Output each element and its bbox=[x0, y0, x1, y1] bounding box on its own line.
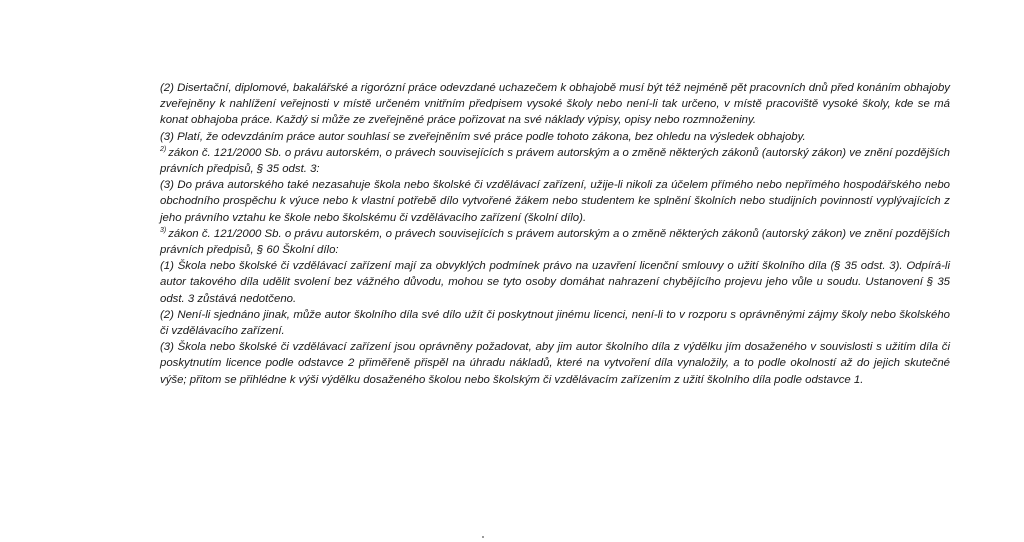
footnote-marker: 2) bbox=[160, 146, 167, 154]
paragraph-skolni-dilo-definice bbox=[160, 177, 950, 226]
paragraph-text: (3) Škola nebo školské či vzdělávací zařízení jsou oprávněny požadovat, aby jim autor školního díla z výdělku jím dosaženého v souvislosti s užitím díla či poskytnutím licence podle odstavce 2 přiměřeně přispěl na úhradu nákladů, které na vytvoření díla vynaložily, a to podle okolností až do jejich skutečné výše; přitom se přihlédne k výši výdělku dosaženého školou nebo školským či vzdělávacím zařízením z užití školního díla podle odstavce 1. bbox=[160, 341, 950, 386]
paragraph-text: (3) Platí, že odevzdáním práce autor souhlasí se zveřejněním své práce podle tohoto zákona, bez ohledu na výsledek obhajoby. bbox=[160, 130, 806, 143]
paragraph-text: (2) Disertační, diplomové, bakalářské a rigorózní práce odevzdané uchazečem k obhajobě musí být též nejméně pět pracovních dnů před konáním obhajoby zveřejněny k nahlížení veřejnosti v místě určeném vnitřním předpisem vysoké školy nebo není-li tak určeno, v místě pracoviště vysoké školy, kde se má konat obhajoba práce. Každý si může ze zveřejněné práce pořizovat na své náklady výpisy, opisy nebo rozmnoženiny. bbox=[160, 82, 950, 127]
paragraph-souhlas-se-zverejnenim bbox=[160, 129, 950, 145]
paragraph-text: zákon č. 121/2000 Sb. o právu autorském, o právech souvisejících s právem autorským a o změně některých zákonů (autorský zákon) ve znění pozdějších právních předpisů, § 35 odst. 3: bbox=[160, 146, 950, 176]
paragraph-text: zákon č. 121/2000 Sb. o právu autorském, o právech souvisejících s právem autorským a o změně některých zákonů (autorský zákon) ve znění pozdějších právních předpisů, § 60 Školní dílo: bbox=[160, 227, 950, 257]
paragraph-licencni-smlouva bbox=[160, 258, 950, 307]
footnote-2 bbox=[160, 145, 950, 177]
paragraph-text: (1) Škola nebo školské či vzdělávací zařízení mají za obvyklých podmínek právo na uzavření licenční smlouvy o užití školního díla (§ 35 odst. 3). Odpírá-li autor takového díla udělit svolení bez vážného důvodu, mohou se tyto osoby domáhat nahrazení chybějícího projevu jeho vůle u soudu. Ustanovení § 35 odst. 3 zůstává nedotčeno. bbox=[160, 260, 950, 305]
paragraph-disertacni-prace bbox=[160, 80, 950, 129]
paragraph-text: (3) Do práva autorského také nezasahuje škola nebo školské či vzdělávací zařízení, užije-li nikoli za účelem přímého nebo nepřímého hospodářského nebo obchodního prospěchu k výuce nebo k vlastní potřebě dílo vytvořené žákem nebo studentem ke splnění školních nebo studijních povinností vyplývajících z jeho právního vztahu ke škole nebo školskému či vzdělávacího zařízení (školní dílo). bbox=[160, 179, 950, 224]
paragraph-text: (2) Není-li sjednáno jinak, může autor školního díla své dílo užít či poskytnout jinému licenci, není-li to v rozporu s oprávněnými zájmy školy nebo školského či vzdělávacího zařízení. bbox=[160, 308, 950, 338]
footnote-marker: 3) bbox=[160, 227, 167, 235]
scan-artifact-dot bbox=[482, 536, 484, 538]
paragraph-uziti-autorem bbox=[160, 307, 950, 339]
document-body bbox=[160, 80, 950, 388]
footnote-3 bbox=[160, 226, 950, 258]
paragraph-uhrada-nakladu bbox=[160, 339, 950, 388]
